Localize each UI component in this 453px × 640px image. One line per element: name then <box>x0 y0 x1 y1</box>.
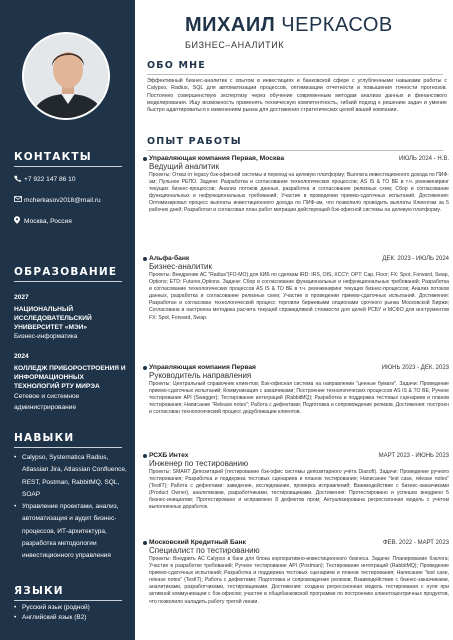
education-year: 2027 <box>14 294 29 301</box>
education-school: КОЛЛЕДЖ ПРИБОРОСТРОЕНИЯ И ИНФОРМАЦИОННЫХ ТЕХНОЛОГИЙ РТУ МИРЭА <box>14 365 126 390</box>
divider <box>147 74 443 75</box>
email-text: mcherkasov2018@mail.ru <box>24 196 101 204</box>
company-name: Московский Кредитный Банк <box>149 539 246 546</box>
job-description: Проекты: Центральный справочник клиентов; Бэк-офисная система на направлении "ценные бумаги". Задачи: Проведение приемо-сдаточных испытаний; Коммуникация с заказчиками; Построение технологических процессов AS IS & TO BE; Ручное тестирование API (Swagger); Тестирование интеграций (RabbitMQ); Разработка и поддержка тестовых сценариев и планов тестирования; Написание "Release notes"; Работа с дефектами; Подготовка и сопровождение релизов. Достижения: построен и согласован технологический процесс дедубликации клиентов. <box>149 381 449 416</box>
job-dates: ИЮНЬ 2023 - ДЕК. 2023 <box>381 365 449 371</box>
job-description: Проекты: Отказ от legacy бэк-офисной системы и переход на целевую платформу; Выплата инвестиционного дохода по ПИФ-ам; Пульное РЕПО. Задачи: Разработка и согласование технологических процессов; AS IS & TO BE в т.ч. реинжиниринг текущих бизнес-процессов; Анализ потоков данных, разработка и согласование релизных схем; Сбор и согласование функциональных и нефункциональных требований; Участие в проведении приемо-сдаточных испытаний. Достижения: Оптимизировал процесс выплаты инвестиционного дохода по ПИФ-ам, что позволило проводить выплаты Клиентам за 5 рабочих дней; Разработал и согласовал план работ миграции действующей бэк-офисной системы на целевую платформу. <box>149 172 449 214</box>
location-pin-icon <box>14 216 24 226</box>
profile-photo <box>22 32 110 120</box>
first-name: МИХАИЛ <box>185 14 276 36</box>
experience-heading: ОПЫТ РАБОТЫ <box>147 136 242 147</box>
job-entry <box>149 255 449 322</box>
job-title: Бизнес-аналитик <box>149 262 213 271</box>
education-item <box>14 293 126 341</box>
divider <box>14 447 122 448</box>
bullet-dot <box>143 454 147 458</box>
mail-icon <box>14 196 24 204</box>
company-name: Управляющая компания Первая, Москва <box>149 155 285 162</box>
bullet-dot <box>143 157 147 161</box>
phone-contact[interactable] <box>14 175 76 184</box>
job-entry <box>149 539 449 606</box>
language-item: • Английский язык (B2) <box>14 613 130 623</box>
about-text: Эффективный бизнес-аналитик с опытом в инвестициях и банковской сфере с углубленными навыками работы с Calypso, Radius, SQL для автоматизации процессов, оптимизации отчетности и повышения точности прогнозов. Постоянно совершенствую экспертизу через обучение современным методам анализа данных и финансового моделирования. Ищу возможность применять техническую компетентность, гибкий подход к решению задач и умение быстро адаптироваться к изменениям рынка для достижения стратегических целей вашей компании. <box>147 78 447 114</box>
skill-item: • Управление проектами, анализ, автоматизация и аудит бизнес-процессов, ИТ-архитектура, разработка методологии инвестиционного управления <box>14 501 130 562</box>
language-item: • Русский язык (родной) <box>14 603 130 613</box>
divider <box>14 600 122 601</box>
education-item <box>14 352 126 413</box>
sidebar <box>0 0 135 640</box>
phone-text: +7 922 147 86 10 <box>24 176 76 183</box>
divider <box>14 281 122 282</box>
company-name: Альфа-банк <box>149 255 190 262</box>
divider <box>14 166 122 167</box>
skills-heading: НАВЫКИ <box>14 432 75 444</box>
education-program: Сетевое и системное администрирование <box>14 393 80 411</box>
person-photo-icon <box>24 34 110 120</box>
email-contact[interactable] <box>14 196 101 204</box>
job-entry <box>149 364 449 416</box>
phone-icon <box>14 175 24 184</box>
bullet-dot <box>143 366 147 370</box>
education-heading: ОБРАЗОВАНИЕ <box>14 266 118 278</box>
full-name <box>185 14 393 37</box>
languages-list <box>14 603 130 623</box>
job-entry <box>149 452 449 512</box>
job-role: БИЗНЕС–АНАЛИТИК <box>185 40 285 50</box>
job-title: Руководитель направления <box>149 371 252 380</box>
last-name: ЧЕРКАСОВ <box>281 14 393 36</box>
job-title: Специалист по тестированию <box>149 546 260 555</box>
bullet-dot <box>143 541 147 545</box>
languages-heading: ЯЗЫКИ <box>14 585 64 597</box>
job-description: Проекты: SMART Депозитарий (тестирование бэк-офис системы депозитарного учёта Diasoft). Задачи: Проведение ручного тестирования; Разработка и поддержка тестовых сценариев и планов тестирования; Написание "test case, release notes" (TestIT); Работа с дефектами: заведение, исследование, проверка исправлений; Взаимодействие с бизнес-заказчиками (Product Owner), аналитиками, разработчиками, тестировщиками. Достижения: Протестировано и успешно внедрено 5 бизнес-инициатив; Протестировано и исправлено 8 дефектов пром; Актуализирована регрессионная модель с учетом выполненных доработок. <box>149 469 449 511</box>
skills-list <box>14 452 130 563</box>
location-text: Москва, Россия <box>24 217 72 225</box>
education-school: НАЦИОНАЛЬНЫЙ ИССЛЕДОВАТЕЛЬСКИЙ УНИВЕРСИТЕТ «МЭИ» <box>14 306 92 331</box>
about-heading: ОБО МНЕ <box>147 60 206 71</box>
job-title: Ведущий аналитик <box>149 162 220 171</box>
job-description: Проекты: Внедрить АС Calypso в банк для блока корпоративно-инвестиционного бизнеса. Задачи: Планирование бэклога; Участие в разработке требований; Ручное тестирование API (Postman); Тестирование интеграций (RabbitMQ); Проведение приемо-сдаточных испытаний; Разработка и поддержка тестовых сценариев и планов тестирования; Написание "test case, release notes" (TestIT); Работа с дефектами; Подготовка и сопровождение релизов; Взаимодействие с бизнес-заказчиками, аналитиками, разработчиками, тестировщиками. Достижения: создана регрессионная модель тестирования с нуля при активной коммуникации с бэк-офисом; участие в общебанковской программе по построению клиентоцентричных продуктов, что позволило наладить работу третей линии. <box>149 556 449 605</box>
company-name: РСХБ Интех <box>149 452 189 459</box>
job-title: Инженер по тестированию <box>149 459 249 468</box>
job-dates: ФЕВ. 2022 - МАРТ 2023 <box>383 540 449 546</box>
location-contact <box>14 216 72 226</box>
job-entry <box>149 155 449 215</box>
bullet-dot <box>143 257 147 261</box>
education-program: Бизнес-информатика <box>14 333 78 340</box>
company-name: Управляющая компания Первая <box>149 364 256 371</box>
main-content <box>135 0 453 640</box>
divider <box>147 150 443 151</box>
contacts-heading: КОНТАКТЫ <box>14 151 92 163</box>
education-year: 2024 <box>14 353 29 360</box>
job-description: Проекты: Внедрение АС "Radius"(FO-MO) для КИБ по сделкам IRD: IRS, OIS, XCCY; OPT: Cap, Floor; FX: Spot, Forward, Swap, Options; ETD: Futures,Options. Задачи: Сбор и согласование функциональных и нефункциональных требований; Разработка и согласование технологических процессов AS IS & TO BE в т.ч. реинжиниринг текущих бизнес-процессов; Анализ потоков данных, разработка и согласование релизных схем; Участие в проведении приемо-сдаточных испытаний. Достижения: Разработан и согласован технологический процесс торговли биржевыми опционами срочного рынка Московской Биржи; Согласована и настроена методика расчета текущей справедливой стоимости для целей РСБУ и МСФО для инструментов FX: Spot, Forward, Swap. <box>149 272 449 321</box>
job-dates: ИЮЛЬ 2024 - Н.В. <box>399 156 449 162</box>
job-dates: МАРТ 2023 - ИЮНЬ 2023 <box>378 453 449 459</box>
job-dates: ДЕК. 2023 - ИЮЛЬ 2024 <box>382 256 449 262</box>
skill-item: • Calypso, Systematica Radius, Atlassian Jira, Atlassian Confluence, REST, Postman, RabbitMQ, SQL, SOAP <box>14 452 130 501</box>
